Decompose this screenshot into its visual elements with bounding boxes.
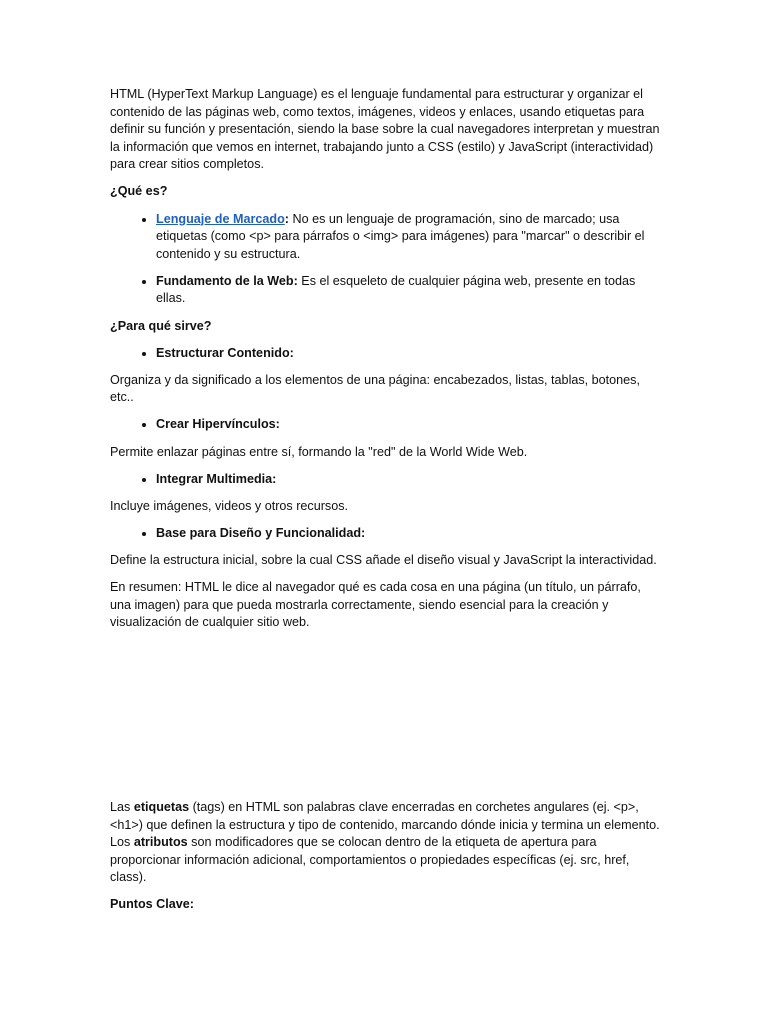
section-text: Incluye imágenes, videos y otros recursos.: [110, 498, 348, 513]
heading-que-es-text: ¿Qué es?: [110, 184, 168, 199]
atributos-bold-term: atributos: [133, 835, 188, 850]
lenguaje-de-marcado-link[interactable]: Lenguaje de Marcado: [156, 211, 285, 226]
section-list-3: [110, 471, 662, 489]
list-item-lenguaje-marcado: [156, 211, 662, 264]
list-item-fundamento-web: [156, 273, 662, 308]
etiquetas-text-1: Las: [110, 800, 134, 814]
item2-text: Es el esqueleto de cualquier página web, presente en todas ellas.: [156, 273, 636, 306]
etiquetas-bold-term: etiquetas: [133, 800, 190, 814]
document-body-continued: [110, 799, 662, 924]
heading-que-es: [110, 183, 662, 201]
item2-bold: Fundamento de la Web:: [156, 273, 298, 288]
list-item-section-title: [156, 416, 662, 434]
section-title: Crear Hipervínculos:: [156, 417, 280, 432]
list-item-section-title: [156, 525, 662, 543]
resumen-paragraph: En resumen: HTML le dice al navegador qué es cada cosa en una página (un título, un párrafo, una imagen) para que pueda mostrarla correctamente, siendo esencial para la creación y visualización de cualquier sitio web.: [110, 579, 641, 630]
heading-para-que-text: ¿Para qué sirve?: [110, 318, 212, 333]
section-text: Organiza y da significado a los elementos de una página: encabezados, listas, tablas, botones, etc..: [110, 372, 640, 405]
section-list-2: [110, 416, 662, 434]
document-body: [110, 86, 662, 641]
section-list-1: [110, 345, 662, 363]
section-title: Estructurar Contenido:: [156, 345, 294, 360]
heading-puntos-clave: [110, 896, 662, 914]
intro-paragraph: HTML (HyperText Markup Language) es el lenguaje fundamental para estructurar y organizar el contenido de las páginas web, como textos, imágenes, videos y enlaces, usando etiquetas para definir su función y presentación, siendo la base sobre la cual navegadores interpretan y muestran la información que vemos en internet, trabajando junto a CSS (estilo) y JavaScript (interactividad) para crear sitios completos.: [110, 87, 660, 172]
etiquetas-paragraph: [110, 799, 662, 887]
section-text: Define la estructura inicial, sobre la cual CSS añade el diseño visual y JavaScript la interactividad.: [110, 552, 657, 567]
section-list-4: [110, 525, 662, 543]
list-item-section-title: [156, 345, 662, 363]
section-text: Permite enlazar páginas entre sí, formando la "red" de la World Wide Web.: [110, 444, 528, 459]
list-item-section-title: [156, 471, 662, 489]
item1-text: No es un lenguaje de programación, sino de marcado; usa etiquetas (como <p> para párrafos o <img> para imágenes) para "marcar" o describir el contenido y su estructura.: [156, 211, 645, 261]
puntos-clave-text: Puntos Clave:: [110, 897, 194, 912]
section-title: Integrar Multimedia:: [156, 471, 277, 486]
heading-para-que: [110, 318, 662, 336]
item1-colon: :: [284, 211, 289, 226]
section-title: Base para Diseño y Funcionalidad:: [156, 525, 366, 540]
etiquetas-text-3: son modificadores que se colocan dentro de la etiqueta de apertura para proporcionar información adicional, comportamientos o propiedades específicas (ej. src, href, class).: [110, 835, 630, 885]
que-es-list: [110, 211, 662, 308]
etiquetas-text-2: (tags) en HTML son palabras clave encerradas en corchetes angulares (ej. <p>, <h1>) que definen la estructura y tipo de contenido, marcando dónde inicia y termina un elemento. Los: [110, 800, 660, 850]
